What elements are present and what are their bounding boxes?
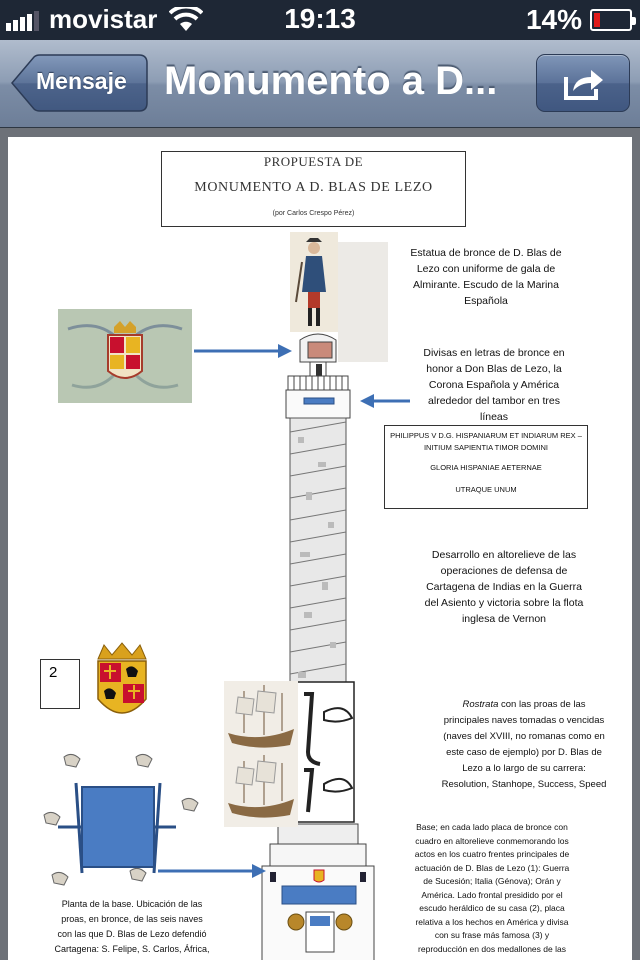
mottos-note-line: Corona Española y América [428, 379, 560, 391]
motto-line: PHILIPPUS V D.G. HISPANIARUM ET INDIARUM REX – [390, 431, 582, 440]
plan-note-line: Cartagena: S. Felipe, S. Carlos, África, [54, 944, 210, 954]
rostrata-note-line: Resolution, Stanhope, Success, Speed [441, 779, 607, 790]
mottos-note-line: honor a Don Blas de Lezo, la [426, 363, 562, 375]
battery-percent: 14% [525, 4, 582, 35]
base-note-line: escudo heráldico de su casa (2), placa [419, 903, 565, 913]
base-note-line: actos en los cuatro frentes principales de [414, 849, 570, 859]
plan-note [44, 897, 220, 957]
relief-note-line: Cartagena de Indias en la Guerra [426, 581, 582, 593]
base-note [400, 821, 584, 956]
status-bar [0, 0, 640, 40]
share-button[interactable] [536, 54, 630, 112]
rostrata-note [424, 697, 624, 793]
base-note-line: Base; en cada lado placa de bronce con [416, 822, 568, 832]
relief-note-line: operaciones de defensa de [440, 565, 568, 577]
relief-note [404, 547, 604, 627]
base-note-line: de Sucesión; Italia (Génova); Orán y [423, 876, 561, 886]
relief-note-line: inglesa de Vernon [461, 613, 547, 625]
rostrata-word: Rostrata [462, 699, 499, 710]
share-icon [563, 65, 605, 101]
mottos-box [384, 425, 588, 509]
status-right [526, 4, 632, 36]
base-note-line: con su frase más famosa (3) y [434, 930, 550, 940]
figure-number-box: 2 [40, 659, 80, 709]
back-button-label: Mensaje [36, 68, 127, 94]
statue-note [396, 245, 576, 309]
title-line-1: PROPUESTA DE [263, 154, 364, 169]
document-page [8, 137, 632, 960]
motto-line: GLORIA HISPANIAE AETERNAE [430, 463, 542, 472]
rostrata-note-line: principales naves tomadas o vencidas [443, 715, 605, 726]
statue-note-line: Almirante. Escudo de la Marina [413, 279, 559, 291]
coat-of-arms-tapestry-image [58, 309, 192, 403]
base-note-line: reproducción en dos medallones de las [418, 943, 566, 954]
navigation-bar [0, 40, 640, 128]
mottos-note-line: alrededor del tambor en tres [428, 395, 560, 407]
ship-prows-image [224, 681, 298, 827]
author-line: (por Carlos Crespo Pérez) [272, 210, 355, 217]
base-plan-drawing [38, 749, 218, 899]
title-line-2: MONUMENTO A D. BLAS DE LEZO [194, 180, 433, 195]
family-shield-icon [90, 641, 154, 727]
base-note-line: actuación de D. Blas de Lezo (1): Guerra [414, 862, 570, 873]
relief-note-line: del Asiento y victoria sobre la flota [424, 597, 584, 609]
base-note-line: cuadro en altorelieve conmemorando los [415, 835, 569, 846]
plan-note-line: con las que D. Blas de Lezo defendió [57, 929, 207, 939]
plan-note-line: Planta de la base. Ubicación de las [61, 899, 203, 909]
statue-note-line: Estatua de bronce de D. Blas de [410, 247, 562, 259]
arrow-to-shield [194, 341, 294, 361]
relief-note-line: Desarrollo en altorelieve de las [431, 549, 577, 561]
clock: 19:13 [284, 3, 356, 34]
rostrata-note-line: (naves del XVIII, no romanas como en [443, 731, 605, 742]
statue-note-line: Española [464, 295, 508, 307]
carrier-label: movistar [49, 4, 158, 34]
back-button[interactable] [10, 54, 148, 112]
rostrata-note-text: con las proas de las [498, 699, 586, 710]
mottos-note-line: líneas [479, 411, 509, 423]
motto-line: UTRAQUE UNUM [455, 485, 517, 494]
page-title: Monumento a D... [164, 59, 498, 103]
rostrata-note-line: este caso de ejemplo) por D. Blas de [446, 747, 602, 758]
base-note-line: América. Lado frontal presidido por el [421, 889, 563, 900]
plan-note-line: proas, en bronce, de las seis naves [61, 914, 203, 924]
mottos-note-line: Divisas en letras de bronce en [423, 347, 565, 359]
motto-line: INITIUM SAPIENTIA TIMOR DOMINI [423, 443, 549, 452]
base-note-line: relativa a los hechos en América y divisa [415, 916, 569, 927]
statue-note-line: Lezo con uniforme de gala de [416, 263, 556, 275]
rostrata-note-line: Lezo a lo largo de su carrera: [462, 763, 586, 774]
title-box [161, 151, 466, 227]
mottos-note [404, 345, 584, 425]
battery-icon [590, 9, 632, 31]
arrow-to-mottos [360, 391, 410, 411]
rostrata-note-line [424, 697, 624, 713]
